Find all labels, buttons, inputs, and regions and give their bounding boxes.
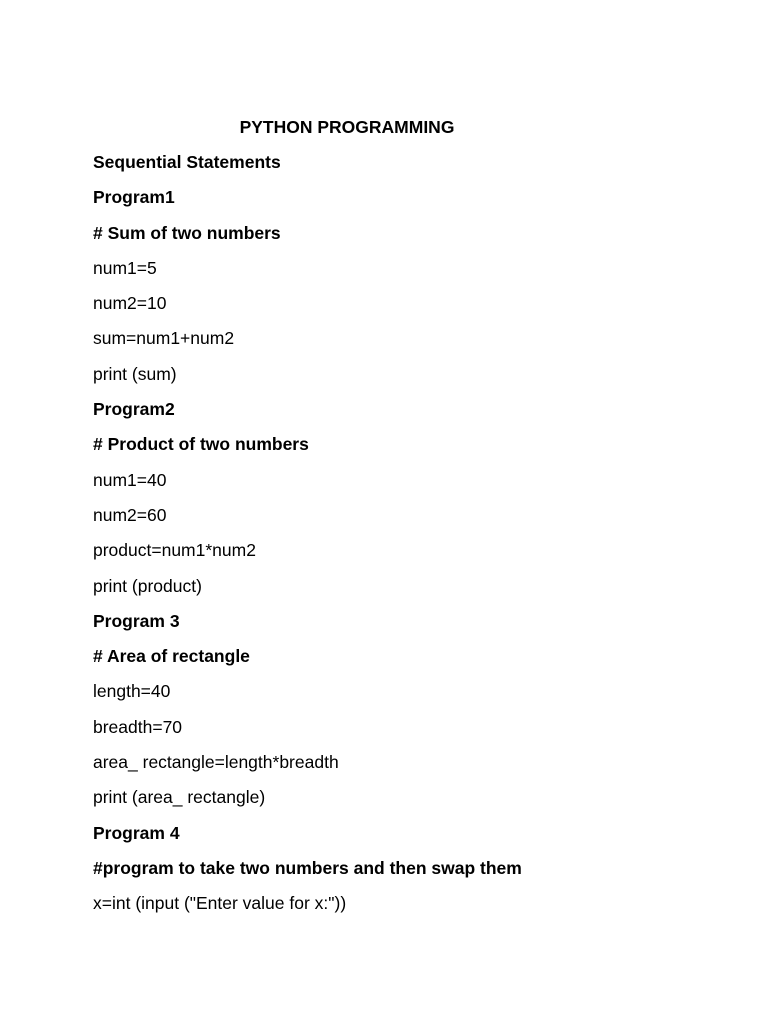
code-comment: #program to take two numbers and then swap them — [93, 857, 522, 878]
code-line: num2=60 — [93, 504, 167, 525]
code-line: area_ rectangle=length*breadth — [93, 752, 339, 773]
code-comment: # Sum of two numbers — [93, 222, 281, 243]
section-heading: Sequential Statements — [93, 152, 281, 172]
program-heading: Program 3 — [93, 610, 180, 631]
code-line: breadth=70 — [93, 716, 183, 737]
code-line: print (sum) — [93, 363, 177, 384]
code-line: num1=5 — [93, 257, 157, 278]
code-line: length=40 — [93, 681, 171, 702]
document-title: PYTHON PROGRAMMING — [239, 117, 455, 137]
code-line: num1=40 — [93, 469, 167, 490]
code-line: num2=10 — [93, 293, 167, 314]
program-heading: Program1 — [93, 187, 175, 208]
code-line: print (area_ rectangle) — [93, 787, 266, 808]
code-comment: # Product of two numbers — [93, 434, 309, 455]
code-line: sum=num1+num2 — [93, 328, 235, 349]
program-heading: Program2 — [93, 399, 175, 420]
code-line: product=num1*num2 — [93, 540, 256, 561]
code-comment: # Area of rectangle — [93, 646, 250, 667]
code-line: print (product) — [93, 575, 202, 596]
program-heading: Program 4 — [93, 822, 180, 843]
document-body — [93, 151, 713, 928]
code-line: x=int (input ("Enter value for x:")) — [93, 893, 347, 914]
